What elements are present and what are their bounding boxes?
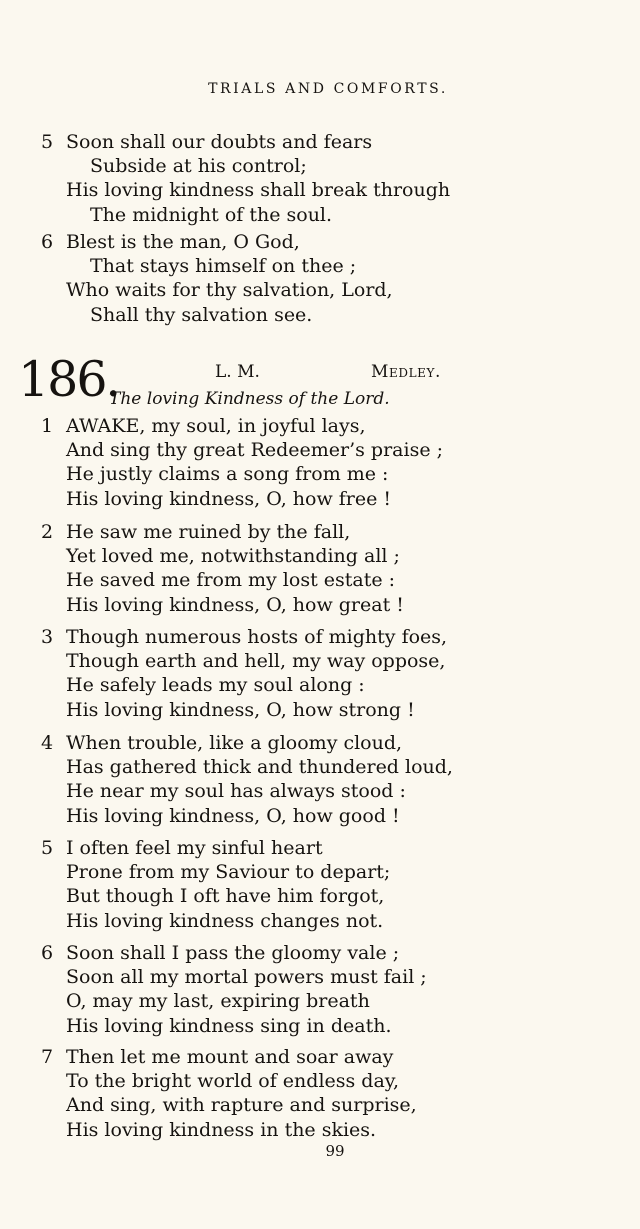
verse-line: To the bright world of endless day, [66, 1070, 400, 1093]
verse-line: Subside at his control; [90, 155, 307, 178]
verse-line: His loving kindness changes not. [66, 909, 384, 932]
verse-line: That stays himself on thee ; [90, 255, 357, 278]
verse-line: Soon shall our doubts and fears [66, 131, 373, 153]
verse-line: Though numerous hosts of mighty foes, [66, 626, 448, 648]
stanza-number: 5 [41, 837, 54, 859]
verse-line: His loving kindness, O, how good ! [66, 804, 400, 827]
hymn-subtitle: The loving Kindness of the Lord. [109, 389, 390, 409]
verse-line: His loving kindness, O, how strong ! [66, 698, 415, 721]
verse-line: Soon shall I pass the gloomy vale ; [66, 942, 400, 964]
stanza-number: 5 [41, 131, 54, 153]
verse-line: Though earth and hell, my way oppose, [66, 650, 446, 673]
verse-line: His loving kindness in the skies. [66, 1118, 377, 1141]
verse-line: He justly claims a song from me : [66, 463, 389, 486]
stanza-number: 2 [41, 521, 54, 543]
verse-line: He near my soul has always stood : [66, 780, 406, 803]
stanza-number: 6 [41, 231, 54, 253]
verse-line: But though I oft have him forgot, [66, 885, 385, 908]
verse-line: His loving kindness sing in death. [66, 1014, 392, 1037]
hymn-tune-name: Medley. [371, 362, 442, 382]
verse-line: And sing thy great Redeemer’s praise ; [66, 439, 444, 462]
verse-line: And sing, with rapture and surprise, [66, 1094, 417, 1117]
verse-line: His loving kindness, O, how free ! [66, 487, 392, 510]
verse-line: AWAKE, my soul, in joyful lays, [66, 415, 366, 437]
hymn-number: 186. [18, 351, 120, 408]
stanza-number: 6 [41, 942, 54, 964]
verse-line: Yet loved me, notwithstanding all ; [66, 545, 400, 568]
verse-line: The midnight of the soul. [90, 203, 333, 226]
verse-line: O, may my last, expiring breath [66, 990, 370, 1013]
verse-line: He safely leads my soul along : [66, 674, 365, 697]
stanza-number: 4 [41, 732, 54, 754]
verse-line: Then let me mount and soar away [66, 1046, 394, 1068]
hymn-meter: L. M. [215, 362, 260, 382]
verse-line: Blest is the man, O God, [66, 231, 300, 253]
verse-line: His loving kindness shall break through [66, 179, 451, 202]
verse-line: He saw me ruined by the fall, [66, 521, 351, 543]
running-header: TRIALS AND COMFORTS. [208, 81, 448, 97]
verse-line: Who waits for thy salvation, Lord, [66, 279, 393, 302]
verse-line: Prone from my Saviour to depart; [66, 861, 391, 884]
page-number: 99 [325, 1142, 345, 1160]
stanza-number: 3 [41, 626, 54, 648]
verse-line: Has gathered thick and thundered loud, [66, 756, 453, 779]
stanza-number: 7 [41, 1046, 54, 1068]
verse-line: His loving kindness, O, how great ! [66, 593, 404, 616]
verse-line: When trouble, like a gloomy cloud, [66, 732, 403, 754]
verse-line: I often feel my sinful heart [66, 837, 323, 859]
verse-line: Soon all my mortal powers must fail ; [66, 966, 427, 989]
verse-line: Shall thy salvation see. [90, 303, 313, 326]
verse-line: He saved me from my lost estate : [66, 569, 396, 592]
stanza-number: 1 [41, 415, 54, 437]
